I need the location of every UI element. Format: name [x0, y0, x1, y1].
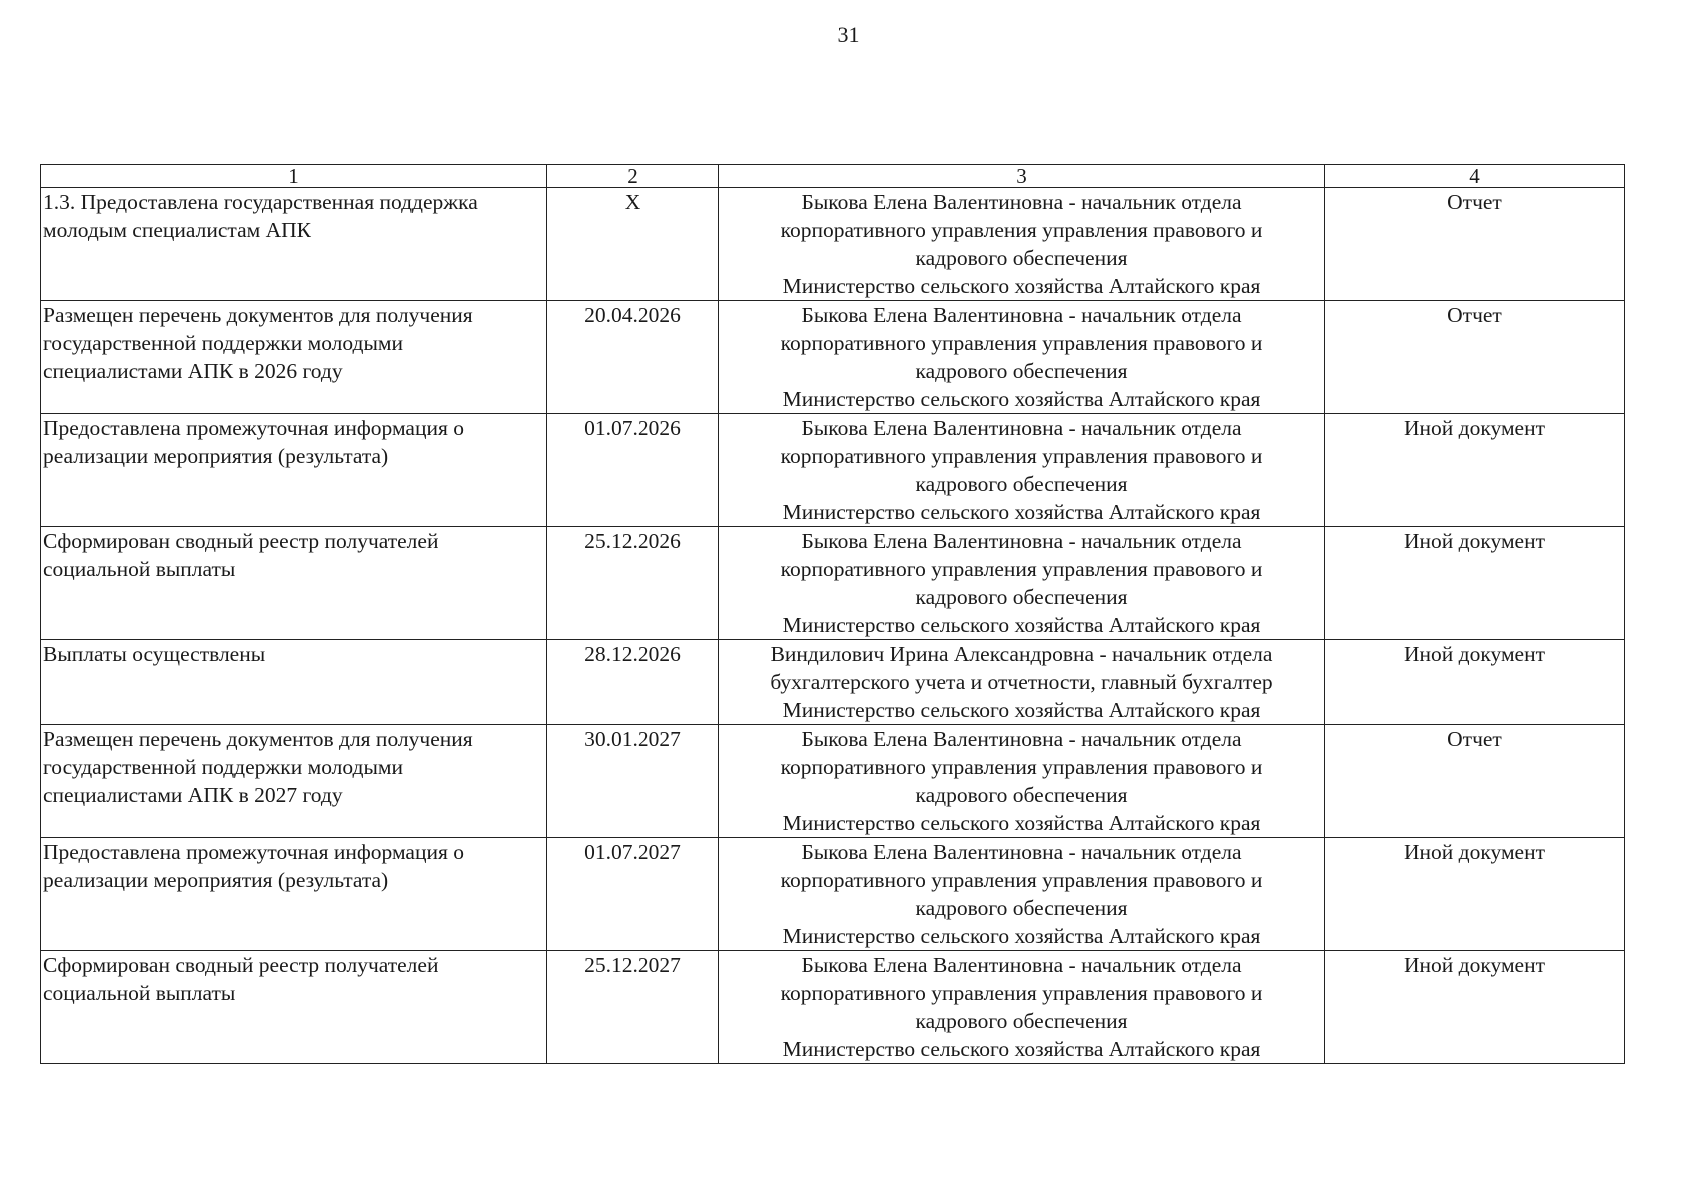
responsible-line: корпоративного управления управления правового и: [780, 444, 1263, 468]
responsible-line: Министерство сельского хозяйства Алтайского края: [782, 613, 1261, 637]
plan-table-container: [40, 164, 1624, 1064]
responsible-cell: [719, 414, 1325, 527]
responsible-line: Быкова Елена Валентиновна - начальник отдела: [801, 953, 1242, 977]
responsible-line: Министерство сельского хозяйства Алтайского края: [782, 924, 1261, 948]
responsible-cell: [719, 188, 1325, 301]
responsible-line: кадрового обеспечения: [915, 783, 1128, 807]
deadline-cell: X: [547, 188, 719, 301]
deadline-cell: 25.12.2026: [547, 527, 719, 640]
event-name-cell: Предоставлена промежуточная информация о реализации мероприятия (результата): [41, 838, 547, 951]
header-cell-1: 1: [41, 165, 547, 188]
event-name-cell: 1.3. Предоставлена государственная поддержка молодым специалистам АПК: [41, 188, 547, 301]
document-type-cell: Иной документ: [1325, 414, 1625, 527]
deadline-cell: 20.04.2026: [547, 301, 719, 414]
header-cell-4: 4: [1325, 165, 1625, 188]
header-cell-2: 2: [547, 165, 719, 188]
table-row: [41, 725, 1625, 838]
document-type-cell: Иной документ: [1325, 527, 1625, 640]
responsible-line: Быкова Елена Валентиновна - начальник отдела: [801, 840, 1242, 864]
responsible-line: кадрового обеспечения: [915, 472, 1128, 496]
table-row: [41, 188, 1625, 301]
responsible-cell: [719, 725, 1325, 838]
responsible-line: кадрового обеспечения: [915, 359, 1128, 383]
responsible-line: кадрового обеспечения: [915, 246, 1128, 270]
responsible-line: Виндилович Ирина Александровна - начальник отдела: [770, 642, 1273, 666]
responsible-cell: [719, 527, 1325, 640]
responsible-line: Быкова Елена Валентиновна - начальник отдела: [801, 303, 1242, 327]
responsible-line: бухгалтерского учета и отчетности, главный бухгалтер: [770, 670, 1273, 694]
responsible-line: корпоративного управления управления правового и: [780, 755, 1263, 779]
event-name-cell: Размещен перечень документов для получения государственной поддержки молодыми специалистами АПК в 2027 году: [41, 725, 547, 838]
responsible-line: кадрового обеспечения: [915, 896, 1128, 920]
deadline-cell: 28.12.2026: [547, 640, 719, 725]
table-row: [41, 640, 1625, 725]
table-row: [41, 838, 1625, 951]
event-name-cell: Выплаты осуществлены: [41, 640, 547, 725]
page-number: 31: [837, 22, 860, 47]
document-type-cell: Иной документ: [1325, 640, 1625, 725]
event-name-cell: Предоставлена промежуточная информация о реализации мероприятия (результата): [41, 414, 547, 527]
table-row: [41, 301, 1625, 414]
responsible-line: корпоративного управления управления правового и: [780, 868, 1263, 892]
responsible-cell: [719, 838, 1325, 951]
deadline-cell: 30.01.2027: [547, 725, 719, 838]
document-type-cell: Отчет: [1325, 188, 1625, 301]
responsible-line: Быкова Елена Валентиновна - начальник отдела: [801, 529, 1242, 553]
plan-table: [40, 164, 1625, 1064]
deadline-cell: 01.07.2027: [547, 838, 719, 951]
deadline-cell: 25.12.2027: [547, 951, 719, 1064]
responsible-line: Министерство сельского хозяйства Алтайского края: [782, 1037, 1261, 1061]
responsible-cell: [719, 301, 1325, 414]
responsible-line: Быкова Елена Валентиновна - начальник отдела: [801, 727, 1242, 751]
responsible-line: корпоративного управления управления правового и: [780, 981, 1263, 1005]
responsible-line: Быкова Елена Валентиновна - начальник отдела: [801, 416, 1242, 440]
responsible-line: корпоративного управления управления правового и: [780, 331, 1263, 355]
event-name-cell: Сформирован сводный реестр получателей социальной выплаты: [41, 527, 547, 640]
document-type-cell: Отчет: [1325, 301, 1625, 414]
document-type-cell: Иной документ: [1325, 951, 1625, 1064]
event-name-cell: Размещен перечень документов для получения государственной поддержки молодыми специалистами АПК в 2026 году: [41, 301, 547, 414]
responsible-line: Министерство сельского хозяйства Алтайского края: [782, 811, 1261, 835]
table-row: [41, 951, 1625, 1064]
responsible-line: Министерство сельского хозяйства Алтайского края: [782, 274, 1261, 298]
responsible-line: корпоративного управления управления правового и: [780, 218, 1263, 242]
deadline-cell: 01.07.2026: [547, 414, 719, 527]
responsible-line: корпоративного управления управления правового и: [780, 557, 1263, 581]
table-row: [41, 527, 1625, 640]
responsible-line: кадрового обеспечения: [915, 585, 1128, 609]
responsible-cell: [719, 951, 1325, 1064]
responsible-line: Быкова Елена Валентиновна - начальник отдела: [801, 190, 1242, 214]
header-cell-3: 3: [719, 165, 1325, 188]
responsible-line: Министерство сельского хозяйства Алтайского края: [782, 698, 1261, 722]
responsible-line: кадрового обеспечения: [915, 1009, 1128, 1033]
table-row: [41, 414, 1625, 527]
event-name-cell: Сформирован сводный реестр получателей социальной выплаты: [41, 951, 547, 1064]
document-type-cell: Иной документ: [1325, 838, 1625, 951]
document-type-cell: Отчет: [1325, 725, 1625, 838]
responsible-line: Министерство сельского хозяйства Алтайского края: [782, 387, 1261, 411]
responsible-cell: [719, 640, 1325, 725]
responsible-line: Министерство сельского хозяйства Алтайского края: [782, 500, 1261, 524]
header-row: [41, 165, 1625, 188]
